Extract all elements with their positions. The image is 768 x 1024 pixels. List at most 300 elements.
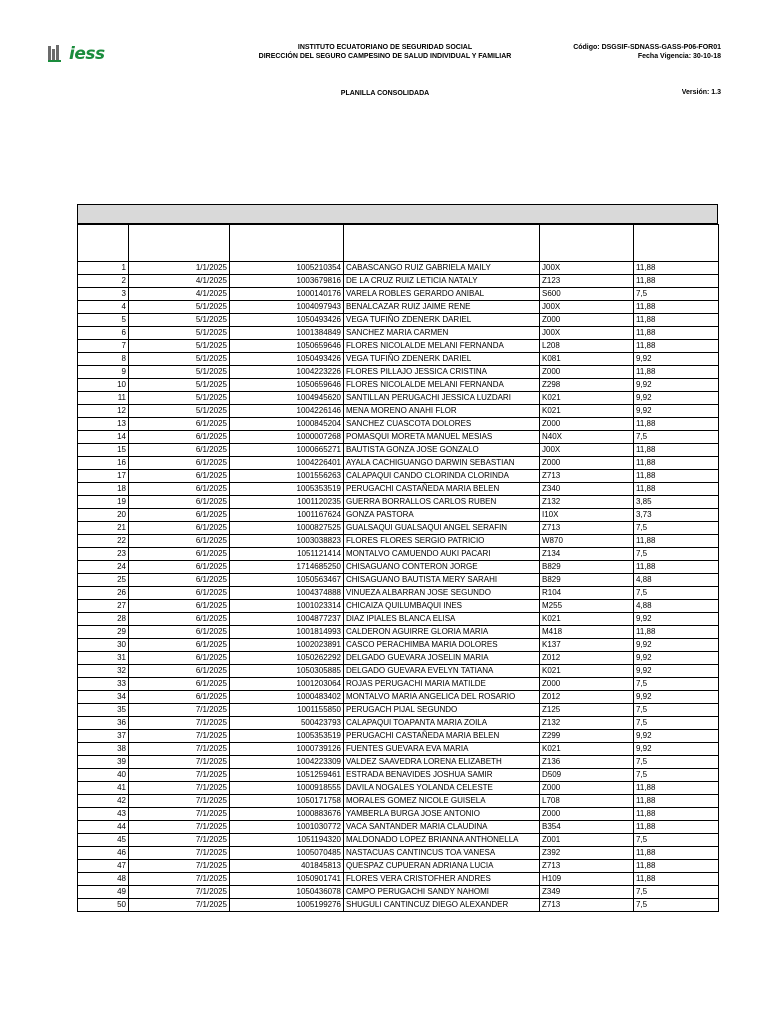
- row-diagnosis-code: Z000: [540, 808, 634, 821]
- row-amount: 11,88: [634, 561, 719, 574]
- row-id-number: 1001155850: [230, 704, 344, 717]
- row-diagnosis-code: J00X: [540, 301, 634, 314]
- row-patient-name: PERUGACH PIJAL SEGUNDO: [344, 704, 540, 717]
- row-date: 6/1/2025: [129, 600, 230, 613]
- row-index: 39: [78, 756, 129, 769]
- row-index: 16: [78, 457, 129, 470]
- row-diagnosis-code: N40X: [540, 431, 634, 444]
- row-patient-name: AYALA CACHIGUANGO DARWIN SEBASTIAN: [344, 457, 540, 470]
- table-row: [78, 886, 719, 899]
- row-amount: 11,88: [634, 457, 719, 470]
- table-row: [78, 665, 719, 678]
- row-diagnosis-code: Z000: [540, 418, 634, 431]
- row-diagnosis-code: J00X: [540, 444, 634, 457]
- row-id-number: 1004945620: [230, 392, 344, 405]
- row-date: 5/1/2025: [129, 353, 230, 366]
- row-date: 7/1/2025: [129, 808, 230, 821]
- row-index: 24: [78, 561, 129, 574]
- table-row: [78, 574, 719, 587]
- row-diagnosis-code: Z134: [540, 548, 634, 561]
- row-patient-name: BAUTISTA GONZA JOSE GONZALO: [344, 444, 540, 457]
- row-amount: 4,88: [634, 600, 719, 613]
- row-id-number: 1000827525: [230, 522, 344, 535]
- row-patient-name: POMASQUI MORETA MANUEL MESIAS: [344, 431, 540, 444]
- header-cell-date: [129, 225, 230, 262]
- row-id-number: 1004097943: [230, 301, 344, 314]
- row-diagnosis-code: Z000: [540, 314, 634, 327]
- row-index: 42: [78, 795, 129, 808]
- table-row: [78, 626, 719, 639]
- row-date: 6/1/2025: [129, 561, 230, 574]
- row-amount: 7,5: [634, 522, 719, 535]
- row-patient-name: MALDONADO LOPEZ BRIANNA ANTHONELLA: [344, 834, 540, 847]
- row-date: 6/1/2025: [129, 457, 230, 470]
- row-index: 27: [78, 600, 129, 613]
- row-date: 5/1/2025: [129, 366, 230, 379]
- row-id-number: 1000007268: [230, 431, 344, 444]
- row-date: 7/1/2025: [129, 847, 230, 860]
- row-date: 4/1/2025: [129, 275, 230, 288]
- row-date: 7/1/2025: [129, 834, 230, 847]
- version-label: Versión: 1.3: [681, 89, 721, 94]
- row-index: 45: [78, 834, 129, 847]
- row-id-number: 1004226401: [230, 457, 344, 470]
- table-row: [78, 769, 719, 782]
- row-index: 2: [78, 275, 129, 288]
- table-row: [78, 548, 719, 561]
- table-title-bar: [77, 204, 718, 224]
- row-patient-name: VEGA TUFIÑO ZDENERK DARIEL: [344, 314, 540, 327]
- row-diagnosis-code: D509: [540, 769, 634, 782]
- header-cell-value: [634, 225, 719, 262]
- row-id-number: 1005070485: [230, 847, 344, 860]
- row-date: 5/1/2025: [129, 301, 230, 314]
- row-id-number: 1000739126: [230, 743, 344, 756]
- row-date: 7/1/2025: [129, 795, 230, 808]
- org-name: INSTITUTO ECUATORIANO DE SEGURIDAD SOCIAL: [297, 44, 473, 51]
- row-id-number: 1004374888: [230, 587, 344, 600]
- row-id-number: 1004223309: [230, 756, 344, 769]
- table-row: [78, 808, 719, 821]
- row-patient-name: GUERRA BORRALLOS CARLOS RUBEN: [344, 496, 540, 509]
- row-date: 7/1/2025: [129, 730, 230, 743]
- row-date: 5/1/2025: [129, 392, 230, 405]
- row-amount: 11,88: [634, 262, 719, 275]
- row-amount: 4,88: [634, 574, 719, 587]
- row-date: 6/1/2025: [129, 613, 230, 626]
- row-index: 4: [78, 301, 129, 314]
- row-amount: 11,88: [634, 340, 719, 353]
- row-amount: 7,5: [634, 587, 719, 600]
- row-patient-name: MORALES GOMEZ NICOLE GUISELA: [344, 795, 540, 808]
- row-amount: 7,5: [634, 704, 719, 717]
- row-amount: 11,88: [634, 301, 719, 314]
- row-diagnosis-code: Z000: [540, 782, 634, 795]
- row-amount: 7,5: [634, 678, 719, 691]
- row-patient-name: MONTALVO MARIA ANGELICA DEL ROSARIO: [344, 691, 540, 704]
- row-date: 5/1/2025: [129, 340, 230, 353]
- row-amount: 11,88: [634, 860, 719, 873]
- row-index: 48: [78, 873, 129, 886]
- row-id-number: 1050659646: [230, 379, 344, 392]
- row-id-number: 401845813: [230, 860, 344, 873]
- table-row: [78, 275, 719, 288]
- table-row: [78, 652, 719, 665]
- row-diagnosis-code: B829: [540, 574, 634, 587]
- row-amount: 11,88: [634, 808, 719, 821]
- row-amount: 9,92: [634, 743, 719, 756]
- row-date: 6/1/2025: [129, 522, 230, 535]
- table-row: [78, 587, 719, 600]
- row-diagnosis-code: Z349: [540, 886, 634, 899]
- row-index: 6: [78, 327, 129, 340]
- row-amount: 9,92: [634, 665, 719, 678]
- row-patient-name: CHICAIZA QUILUMBAQUI INES: [344, 600, 540, 613]
- row-amount: 11,88: [634, 821, 719, 834]
- row-diagnosis-code: B829: [540, 561, 634, 574]
- row-index: 17: [78, 470, 129, 483]
- row-id-number: 1051194320: [230, 834, 344, 847]
- row-amount: 9,92: [634, 691, 719, 704]
- row-date: 6/1/2025: [129, 496, 230, 509]
- row-diagnosis-code: Z713: [540, 522, 634, 535]
- table-row: [78, 509, 719, 522]
- row-id-number: 1005353519: [230, 483, 344, 496]
- row-diagnosis-code: Z012: [540, 652, 634, 665]
- row-patient-name: GUALSAQUI GUALSAQUI ANGEL SERAFIN: [344, 522, 540, 535]
- row-index: 31: [78, 652, 129, 665]
- table-row: [78, 691, 719, 704]
- row-patient-name: DELGADO GUEVARA JOSELIN MARIA: [344, 652, 540, 665]
- table-row: [78, 496, 719, 509]
- row-index: 1: [78, 262, 129, 275]
- row-id-number: 1003679816: [230, 275, 344, 288]
- table-row: [78, 392, 719, 405]
- row-diagnosis-code: K021: [540, 665, 634, 678]
- table-row: [78, 730, 719, 743]
- row-index: 49: [78, 886, 129, 899]
- row-diagnosis-code: K137: [540, 639, 634, 652]
- row-date: 7/1/2025: [129, 756, 230, 769]
- row-diagnosis-code: Z000: [540, 457, 634, 470]
- row-diagnosis-code: Z392: [540, 847, 634, 860]
- row-diagnosis-code: K021: [540, 392, 634, 405]
- row-amount: 7,5: [634, 288, 719, 301]
- header-cell-code: [540, 225, 634, 262]
- row-id-number: 1050563467: [230, 574, 344, 587]
- iess-logo: [47, 43, 127, 65]
- row-date: 7/1/2025: [129, 704, 230, 717]
- row-index: 26: [78, 587, 129, 600]
- row-patient-name: CALDERON AGUIRRE GLORIA MARIA: [344, 626, 540, 639]
- row-id-number: 1000140176: [230, 288, 344, 301]
- row-id-number: 1050171758: [230, 795, 344, 808]
- row-patient-name: VARELA ROBLES GERARDO ANIBAL: [344, 288, 540, 301]
- table-row: [78, 301, 719, 314]
- row-index: 19: [78, 496, 129, 509]
- row-id-number: 1001167624: [230, 509, 344, 522]
- row-amount: 11,88: [634, 366, 719, 379]
- table-row: [78, 795, 719, 808]
- row-amount: 7,5: [634, 899, 719, 912]
- row-id-number: 1001556263: [230, 470, 344, 483]
- row-amount: 9,92: [634, 639, 719, 652]
- row-amount: 7,5: [634, 886, 719, 899]
- row-patient-name: DAVILA NOGALES YOLANDA CELESTE: [344, 782, 540, 795]
- row-date: 6/1/2025: [129, 665, 230, 678]
- table-row: [78, 379, 719, 392]
- row-diagnosis-code: Z000: [540, 678, 634, 691]
- row-amount: 9,92: [634, 405, 719, 418]
- row-id-number: 1005210354: [230, 262, 344, 275]
- row-diagnosis-code: W870: [540, 535, 634, 548]
- row-amount: 11,88: [634, 847, 719, 860]
- row-patient-name: MONTALVO CAMUENDO AUKI PACARI: [344, 548, 540, 561]
- row-diagnosis-code: J00X: [540, 262, 634, 275]
- row-date: 7/1/2025: [129, 860, 230, 873]
- row-patient-name: DE LA CRUZ RUIZ LETICIA NATALY: [344, 275, 540, 288]
- row-id-number: 1001030772: [230, 821, 344, 834]
- row-date: 6/1/2025: [129, 470, 230, 483]
- table-row: [78, 340, 719, 353]
- row-patient-name: MENA MORENO ANAHI FLOR: [344, 405, 540, 418]
- row-index: 37: [78, 730, 129, 743]
- table-row: [78, 743, 719, 756]
- row-diagnosis-code: K081: [540, 353, 634, 366]
- row-date: 6/1/2025: [129, 639, 230, 652]
- table-row: [78, 561, 719, 574]
- row-date: 6/1/2025: [129, 652, 230, 665]
- row-id-number: 1050659646: [230, 340, 344, 353]
- row-patient-name: PERUGACHI CASTAÑEDA MARIA BELEN: [344, 483, 540, 496]
- row-diagnosis-code: L208: [540, 340, 634, 353]
- row-amount: 11,88: [634, 275, 719, 288]
- row-index: 22: [78, 535, 129, 548]
- table-row: [78, 821, 719, 834]
- row-patient-name: PERUGACHI CASTAÑEDA MARIA BELEN: [344, 730, 540, 743]
- row-diagnosis-code: I10X: [540, 509, 634, 522]
- row-patient-name: NASTACUAS CANTINCUS TOA VANESA: [344, 847, 540, 860]
- row-index: 38: [78, 743, 129, 756]
- table-row: [78, 704, 719, 717]
- row-id-number: 1001384849: [230, 327, 344, 340]
- row-id-number: 1001120235: [230, 496, 344, 509]
- row-patient-name: VALDEZ SAAVEDRA LORENA ELIZABETH: [344, 756, 540, 769]
- row-patient-name: CHISAGUANO BAUTISTA MERY SARAHI: [344, 574, 540, 587]
- row-index: 21: [78, 522, 129, 535]
- row-diagnosis-code: Z125: [540, 704, 634, 717]
- row-amount: 9,92: [634, 353, 719, 366]
- row-diagnosis-code: Z132: [540, 496, 634, 509]
- row-id-number: 1001203064: [230, 678, 344, 691]
- row-patient-name: CALAPAQUI CANDO CLORINDA CLORINDA: [344, 470, 540, 483]
- row-date: 6/1/2025: [129, 535, 230, 548]
- table-row: [78, 431, 719, 444]
- row-index: 34: [78, 691, 129, 704]
- row-id-number: 1001814993: [230, 626, 344, 639]
- table-row: [78, 535, 719, 548]
- row-date: 6/1/2025: [129, 418, 230, 431]
- row-amount: 7,5: [634, 548, 719, 561]
- row-date: 6/1/2025: [129, 691, 230, 704]
- row-diagnosis-code: K021: [540, 743, 634, 756]
- row-index: 47: [78, 860, 129, 873]
- table-row: [78, 756, 719, 769]
- row-patient-name: YAMBERLA BURGA JOSE ANTONIO: [344, 808, 540, 821]
- table-header: [78, 225, 719, 262]
- table-row: [78, 444, 719, 457]
- row-index: 14: [78, 431, 129, 444]
- row-index: 13: [78, 418, 129, 431]
- row-patient-name: FLORES NICOLALDE MELANI FERNANDA: [344, 379, 540, 392]
- row-id-number: 1050493426: [230, 314, 344, 327]
- row-date: 1/1/2025: [129, 262, 230, 275]
- row-date: 6/1/2025: [129, 509, 230, 522]
- table-row: [78, 418, 719, 431]
- row-index: 44: [78, 821, 129, 834]
- table-row: [78, 522, 719, 535]
- row-index: 43: [78, 808, 129, 821]
- row-index: 11: [78, 392, 129, 405]
- row-diagnosis-code: Z713: [540, 470, 634, 483]
- row-date: 7/1/2025: [129, 873, 230, 886]
- row-amount: 11,88: [634, 795, 719, 808]
- row-diagnosis-code: L708: [540, 795, 634, 808]
- row-patient-name: DELGADO GUEVARA EVELYN TATIANA: [344, 665, 540, 678]
- table-row: [78, 457, 719, 470]
- row-index: 28: [78, 613, 129, 626]
- row-date: 5/1/2025: [129, 327, 230, 340]
- row-patient-name: CHISAGUANO CONTERON JORGE: [344, 561, 540, 574]
- row-id-number: 1000665271: [230, 444, 344, 457]
- row-patient-name: FLORES NICOLALDE MELANI FERNANDA: [344, 340, 540, 353]
- row-index: 46: [78, 847, 129, 860]
- row-date: 7/1/2025: [129, 769, 230, 782]
- row-date: 6/1/2025: [129, 626, 230, 639]
- table-row: [78, 327, 719, 340]
- row-amount: 11,88: [634, 418, 719, 431]
- row-id-number: 1050493426: [230, 353, 344, 366]
- row-amount: 11,88: [634, 782, 719, 795]
- row-amount: 11,88: [634, 873, 719, 886]
- row-patient-name: CALAPAQUI TOAPANTA MARIA ZOILA: [344, 717, 540, 730]
- row-diagnosis-code: Z001: [540, 834, 634, 847]
- document-header: [0, 0, 768, 100]
- row-id-number: 1051121414: [230, 548, 344, 561]
- row-index: 41: [78, 782, 129, 795]
- row-diagnosis-code: Z340: [540, 483, 634, 496]
- row-diagnosis-code: R104: [540, 587, 634, 600]
- row-date: 6/1/2025: [129, 483, 230, 496]
- row-date: 6/1/2025: [129, 587, 230, 600]
- header-cell-id: [230, 225, 344, 262]
- row-patient-name: SHUGULI CANTINCUZ DIEGO ALEXANDER: [344, 899, 540, 912]
- row-diagnosis-code: Z012: [540, 691, 634, 704]
- row-index: 30: [78, 639, 129, 652]
- row-date: 4/1/2025: [129, 288, 230, 301]
- row-id-number: 500423793: [230, 717, 344, 730]
- row-id-number: 1050262292: [230, 652, 344, 665]
- table-row: [78, 834, 719, 847]
- row-index: 9: [78, 366, 129, 379]
- row-patient-name: SANCHEZ CUASCOTA DOLORES: [344, 418, 540, 431]
- row-id-number: 1000918555: [230, 782, 344, 795]
- table-row: [78, 899, 719, 912]
- row-diagnosis-code: Z132: [540, 717, 634, 730]
- validity-date: Fecha Vigencia: 30-10-18: [637, 53, 721, 60]
- row-id-number: 1003038823: [230, 535, 344, 548]
- table-row: [78, 405, 719, 418]
- table-row: [78, 678, 719, 691]
- row-patient-name: FUENTES GUEVARA EVA MARIA: [344, 743, 540, 756]
- row-id-number: 1000883676: [230, 808, 344, 821]
- row-amount: 7,5: [634, 769, 719, 782]
- row-id-number: 1000845204: [230, 418, 344, 431]
- row-index: 8: [78, 353, 129, 366]
- row-date: 6/1/2025: [129, 678, 230, 691]
- row-amount: 11,88: [634, 483, 719, 496]
- row-id-number: 1004223226: [230, 366, 344, 379]
- table-row: [78, 470, 719, 483]
- row-date: 7/1/2025: [129, 886, 230, 899]
- row-index: 7: [78, 340, 129, 353]
- row-amount: 11,88: [634, 535, 719, 548]
- row-patient-name: BENALCAZAR RUIZ JAIME RENE: [344, 301, 540, 314]
- row-date: 5/1/2025: [129, 314, 230, 327]
- row-index: 3: [78, 288, 129, 301]
- row-id-number: 1002023891: [230, 639, 344, 652]
- row-index: 25: [78, 574, 129, 587]
- logo-text: iess: [69, 44, 105, 64]
- row-amount: 9,92: [634, 379, 719, 392]
- row-amount: 9,92: [634, 652, 719, 665]
- row-date: 5/1/2025: [129, 405, 230, 418]
- row-patient-name: CABASCANGO RUIZ GABRIELA MAILY: [344, 262, 540, 275]
- row-date: 7/1/2025: [129, 821, 230, 834]
- row-patient-name: DIAZ IPIALES BLANCA ELISA: [344, 613, 540, 626]
- row-amount: 7,5: [634, 834, 719, 847]
- row-patient-name: VINUEZA ALBARRAN JOSE SEGUNDO: [344, 587, 540, 600]
- row-diagnosis-code: M418: [540, 626, 634, 639]
- row-diagnosis-code: Z298: [540, 379, 634, 392]
- row-amount: 9,92: [634, 613, 719, 626]
- row-patient-name: ESTRADA BENAVIDES JOSHUA SAMIR: [344, 769, 540, 782]
- row-index: 36: [78, 717, 129, 730]
- row-date: 6/1/2025: [129, 431, 230, 444]
- row-id-number: 1050901741: [230, 873, 344, 886]
- row-date: 7/1/2025: [129, 782, 230, 795]
- row-diagnosis-code: Z713: [540, 860, 634, 873]
- row-amount: 7,5: [634, 431, 719, 444]
- row-index: 12: [78, 405, 129, 418]
- row-date: 7/1/2025: [129, 899, 230, 912]
- row-date: 5/1/2025: [129, 379, 230, 392]
- row-patient-name: GONZA PASTORA: [344, 509, 540, 522]
- table-row: [78, 288, 719, 301]
- row-id-number: 1001023314: [230, 600, 344, 613]
- table-body: [78, 262, 719, 912]
- row-amount: 7,5: [634, 756, 719, 769]
- row-id-number: 1051259461: [230, 769, 344, 782]
- row-patient-name: ROJAS PERUGACHI MARIA MATILDE: [344, 678, 540, 691]
- table-row: [78, 847, 719, 860]
- row-patient-name: CAMPO PERUGACHI SANDY NAHOMI: [344, 886, 540, 899]
- header-cell-index: [78, 225, 129, 262]
- row-index: 23: [78, 548, 129, 561]
- records-table: [77, 204, 718, 912]
- row-diagnosis-code: Z136: [540, 756, 634, 769]
- row-index: 15: [78, 444, 129, 457]
